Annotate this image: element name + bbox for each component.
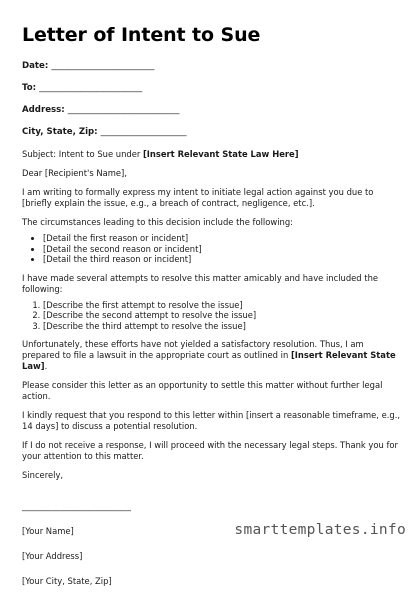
list-item: 1. [Describe the first attempt to resolve the issue]	[43, 300, 404, 311]
page-title: Letter of Intent to Sue	[22, 24, 261, 46]
list-item: 2. [Describe the second attempt to resolve the issue]	[43, 310, 404, 321]
list-item: 3. [Describe the third attempt to resolve the issue]	[43, 321, 404, 332]
signature-line[interactable]: __________________________	[22, 501, 131, 511]
to-blank[interactable]: ________________________	[39, 83, 143, 93]
address-label: Address:	[22, 105, 68, 115]
address-blank[interactable]: __________________________	[67, 105, 180, 115]
subject-law: [Insert Relevant State Law Here]	[142, 149, 299, 159]
to-field	[22, 83, 404, 94]
list-item: • [Detail the first reason or incident]	[43, 233, 404, 244]
letter-document	[22, 24, 404, 601]
attempts-intro: I have made several attempts to resolve this matter amicably and have included the following:	[22, 272, 379, 294]
unfortunately-paragraph	[22, 339, 404, 372]
city-label: City, State, Zip:	[22, 127, 101, 137]
sender-city: [Your City, State, Zip]	[22, 576, 112, 586]
city-blank[interactable]: ____________________	[100, 127, 187, 137]
salutation: Dear [Recipient's Name],	[22, 168, 127, 178]
subject-line	[22, 149, 404, 160]
list-item: • [Detail the third reason or incident]	[43, 254, 404, 265]
to-label: To:	[22, 83, 40, 93]
subject-prefix: Subject: Intent to Sue under	[22, 149, 143, 159]
date-label: Date:	[22, 61, 52, 71]
no-response-paragraph: If I do not receive a response, I will proceed with the necessary legal steps. Thank you for your attention to this matter.	[22, 440, 398, 461]
circumstances-intro: The circumstances leading to this decision include the following:	[22, 217, 293, 227]
watermark: smarttemplates.info	[234, 522, 406, 538]
unfortunately-law: [Insert Relevant State Law]	[22, 350, 396, 371]
address-field	[22, 105, 404, 116]
unfortunately-text: Unfortunately, these efforts have not yielded a satisfactory resolution. Thus, I am prepared to file a lawsuit in the appropriate court as outlined in	[22, 339, 364, 360]
closing: Sincerely,	[22, 470, 64, 480]
intro-paragraph: I am writing to formally express my intent to initiate legal action against you due to [briefly explain the issue, e.g., a breach of contract, negligence, etc.].	[22, 187, 374, 208]
date-blank[interactable]: ________________________	[51, 61, 155, 71]
date-field	[22, 61, 404, 72]
sender-name: [Your Name]	[22, 526, 74, 536]
request-paragraph: I kindly request that you respond to this letter within [insert a reasonable timeframe, e.g., 14 days] to discuss a potential resolution.	[22, 410, 401, 431]
opportunity-paragraph: Please consider this letter as an opportunity to settle this matter without further legal action.	[22, 380, 383, 401]
reasons-list	[22, 233, 404, 265]
list-item: • [Detail the second reason or incident]	[43, 244, 404, 255]
attempts-list	[22, 300, 404, 332]
unfortunately-end: .	[44, 361, 48, 371]
sender-address: [Your Address]	[22, 551, 83, 561]
city-field	[22, 127, 404, 138]
